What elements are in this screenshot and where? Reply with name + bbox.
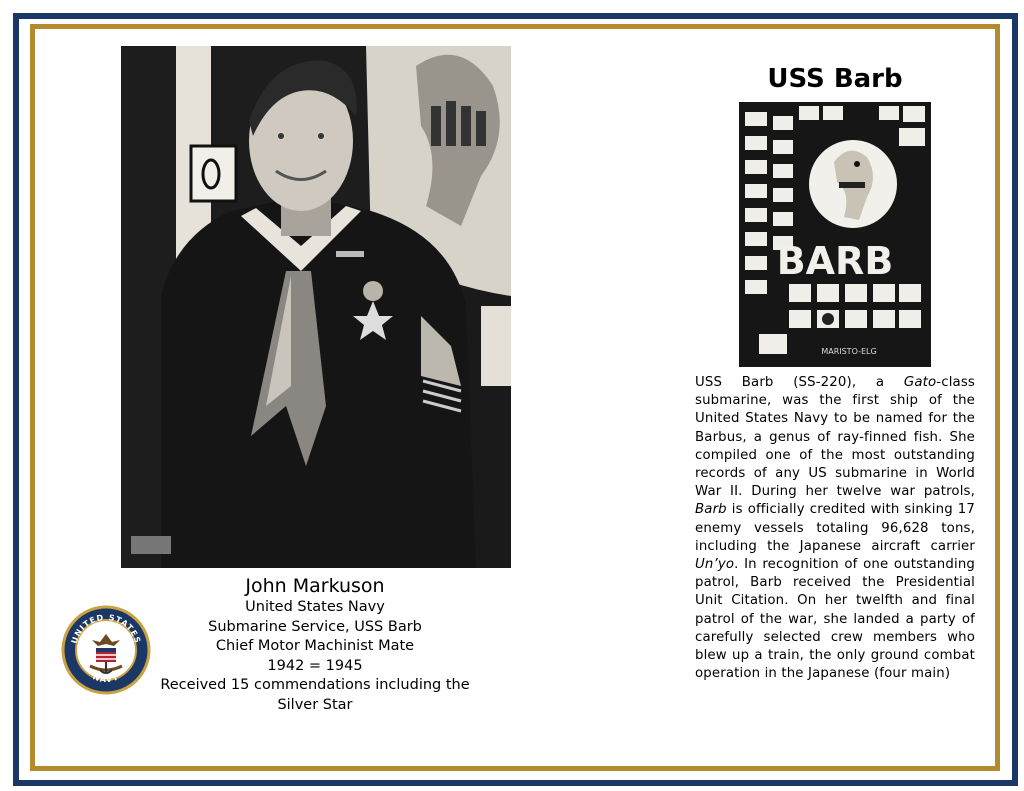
barb-description	[695, 374, 975, 683]
branch-line: United States Navy	[245, 599, 385, 615]
portrait-caption	[140, 574, 490, 715]
description-part-3: is officially credited with sinking 17 enemy vessels totaling 96,628 tons, including the Japanese aircraft carrier	[695, 502, 975, 554]
seal-top-text: UNITED STATES	[69, 612, 143, 645]
description-part-2: -class submarine, was the first ship of the United States Navy to be named for the Barbus, a genus of ray-finned fish. She compiled one of the most outstanding records of any US submarine in World War II. During her twelve war patrols,	[695, 375, 975, 500]
award-line-2: Silver Star	[277, 696, 353, 713]
rank-line: Chief Motor Machinist Mate	[215, 638, 415, 654]
page-title: USS Barb	[767, 64, 903, 94]
barb-battle-flag-photo	[739, 102, 931, 367]
award-line-1: Received 15 commendations including the	[160, 677, 470, 693]
barb-italic: Barb	[695, 502, 727, 518]
navy-seal-icon	[60, 604, 152, 696]
battle-flag-illustration	[739, 102, 931, 367]
description-part-1: USS Barb (SS-220), a	[695, 375, 904, 390]
service-line: Submarine Service, USS Barb	[208, 618, 422, 635]
description-part-4: . In recognition of one outstanding patrol, Barb received the Presidential Unit Citation. On her twelfth and final patrol of the war, she landed a party of carefully selected crew members who blew up a train, the only ground combat operation in the Japanese (four main)	[695, 557, 975, 682]
seal-bottom-text: NAVY	[91, 672, 121, 685]
sailor-portrait-photo	[121, 46, 511, 568]
unyo-italic: Un’yo	[695, 557, 735, 573]
flag-bottom-text: MARISTO-ELG	[821, 347, 877, 356]
flag-barb-text: BARB	[776, 239, 894, 283]
description-paragraph	[695, 374, 975, 683]
years-line: 1942 = 1945	[267, 657, 363, 674]
gato-class-italic: Gato	[903, 375, 937, 390]
navy-seal-logo	[60, 604, 152, 696]
sailor-name: John Markuson	[245, 575, 385, 597]
sailor-portrait-illustration	[121, 46, 511, 568]
